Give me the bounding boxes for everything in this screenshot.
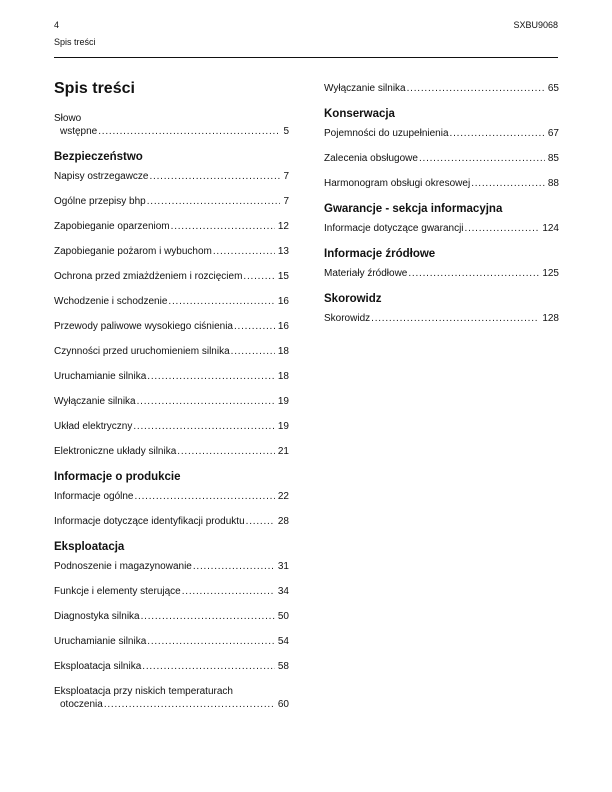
toc-entry-label: Uruchamianie silnika: [54, 636, 147, 647]
toc-entry[interactable]: [54, 635, 289, 648]
toc-page-number: 128: [542, 313, 559, 324]
toc-page-number: 125: [542, 268, 559, 279]
toc-entry-label: Eksploatacja przy niskich temperaturach: [54, 686, 233, 697]
toc-entry[interactable]: [324, 177, 559, 190]
dot-leader: [133, 420, 275, 433]
toc-page-number: 50: [277, 611, 289, 622]
toc-entry-label: Uruchamianie silnika: [54, 371, 147, 382]
toc-page-number: 65: [547, 83, 559, 94]
toc-entry[interactable]: [54, 490, 289, 503]
dot-leader: [168, 295, 274, 308]
toc-entry[interactable]: [324, 152, 559, 165]
header-rule: [54, 57, 558, 58]
toc-entry-label: Informacje dotyczące identyfikacji produktu: [54, 516, 245, 527]
toc-entry[interactable]: [54, 320, 289, 333]
toc-entry-label: Słowo: [54, 113, 82, 124]
toc-page-number: 7: [283, 171, 289, 182]
toc-entry-label: Diagnostyka silnika: [54, 611, 140, 622]
dot-leader: [98, 125, 280, 138]
dot-leader: [142, 660, 275, 673]
toc-entry[interactable]: [54, 370, 289, 383]
toc-entry-label: Pojemności do uzupełnienia: [324, 128, 449, 139]
toc-entry-label: Podnoszenie i magazynowanie: [54, 561, 192, 572]
dot-leader: [450, 127, 545, 140]
toc-entry-label: Napisy ostrzegawcze: [54, 171, 149, 182]
toc-page-number: 34: [277, 586, 289, 597]
toc-page-number: 85: [547, 153, 559, 164]
dot-leader: [193, 560, 275, 573]
toc-page-number: 15: [277, 271, 289, 282]
right-sections: [324, 107, 559, 325]
toc-page-number: 18: [277, 346, 289, 357]
dot-leader: [135, 490, 275, 503]
dot-leader: [147, 195, 281, 208]
toc-entry-label: Funkcje i elementy sterujące: [54, 586, 181, 597]
dot-leader: [371, 312, 539, 325]
toc-entry-label: Informacje dotyczące gwarancji: [324, 223, 464, 234]
toc-page-number: 88: [547, 178, 559, 189]
dot-leader: [471, 177, 545, 190]
toc-entry[interactable]: [54, 295, 289, 308]
dot-leader: [408, 267, 539, 280]
toc-entry-label: Eksploatacja silnika: [54, 661, 142, 672]
toc-section-heading: Eksploatacja: [54, 541, 125, 553]
toc-section-heading: Informacje źródłowe: [324, 248, 436, 260]
toc-page-number: 7: [283, 196, 289, 207]
dot-leader: [177, 445, 275, 458]
toc-entry-label-cont: wstępne: [60, 126, 98, 137]
toc-entry-label: Układ elektryczny: [54, 421, 133, 432]
toc-page-number: 22: [277, 491, 289, 502]
toc-entry-label: Ochrona przed zmiażdżeniem i rozcięciem: [54, 271, 243, 282]
toc-left-column: [54, 74, 289, 723]
toc-page-number: 12: [277, 221, 289, 232]
dot-leader: [407, 82, 545, 95]
toc-entry[interactable]: [54, 515, 289, 528]
toc-entry[interactable]: [54, 610, 289, 623]
toc-entry-label: Informacje ogólne: [54, 491, 134, 502]
toc-page-number: 19: [277, 396, 289, 407]
toc-entry[interactable]: [324, 312, 559, 325]
toc-page-number: 28: [277, 516, 289, 527]
toc-entry-intro[interactable]: [54, 112, 289, 138]
toc-entry-label: Skorowidz: [324, 313, 371, 324]
toc-entry-label-cont: otoczenia: [60, 699, 103, 710]
toc-page-number: 18: [277, 371, 289, 382]
toc-entry[interactable]: [54, 195, 289, 208]
dot-leader: [141, 610, 275, 623]
toc-entry-label: Materiały źródłowe: [324, 268, 408, 279]
toc-page-number: 5: [283, 126, 289, 137]
toc-entry-label: Elektroniczne układy silnika: [54, 446, 177, 457]
toc-entry[interactable]: [54, 395, 289, 408]
toc-page-number: 31: [277, 561, 289, 572]
toc-section-heading: Bezpieczeństwo: [54, 151, 143, 163]
toc-page-number: 13: [277, 246, 289, 257]
toc-entry[interactable]: [324, 222, 559, 235]
toc-section-heading: Gwarancje - sekcja informacyjna: [324, 203, 503, 215]
toc-entry-label: Ogólne przepisy bhp: [54, 196, 146, 207]
toc-section-heading: Konserwacja: [324, 108, 395, 120]
toc-page-number: 124: [542, 223, 559, 234]
dot-leader: [234, 320, 275, 333]
toc-page-number: 67: [547, 128, 559, 139]
dot-leader: [149, 170, 280, 183]
toc-entry-top[interactable]: [324, 82, 559, 95]
page-title: Spis treści: [54, 80, 135, 97]
toc-page-number: 16: [277, 296, 289, 307]
dot-leader: [137, 395, 275, 408]
toc-entry-label: Harmonogram obsługi okresowej: [324, 178, 471, 189]
toc-entry[interactable]: [54, 660, 289, 673]
dot-leader: [246, 515, 275, 528]
toc-section-heading: Skorowidz: [324, 293, 382, 305]
toc-right-column: [324, 74, 559, 337]
toc-entry[interactable]: [324, 267, 559, 280]
toc-entry-label: Zapobieganie oparzeniom: [54, 221, 170, 232]
dot-leader: [147, 370, 275, 383]
toc-entry[interactable]: [54, 420, 289, 433]
toc-entry-label: Zapobieganie pożarom i wybuchom: [54, 246, 212, 257]
toc-section-heading: Informacje o produkcie: [54, 471, 181, 483]
page-number: 4: [54, 20, 60, 30]
toc-entry-label: Zalecenia obsługowe: [324, 153, 418, 164]
running-section-title: Spis treści: [54, 37, 96, 47]
dot-leader: [419, 152, 545, 165]
toc-entry[interactable]: [54, 245, 289, 258]
toc-entry-label: Przewody paliwowe wysokiego ciśnienia: [54, 321, 233, 332]
dot-leader: [465, 222, 540, 235]
toc-page-number: 58: [277, 661, 289, 672]
toc-entry-label: Wyłączanie silnika: [54, 396, 136, 407]
toc-entry[interactable]: [54, 585, 289, 598]
dot-leader: [231, 345, 275, 358]
dot-leader: [147, 635, 275, 648]
dot-leader: [213, 245, 275, 258]
toc-entry[interactable]: [54, 560, 289, 573]
toc-entry-label: Czynności przed uruchomieniem silnika: [54, 346, 230, 357]
dot-leader: [171, 220, 275, 233]
toc-entry[interactable]: [54, 220, 289, 233]
document-code: SXBU9068: [513, 20, 558, 30]
toc-page-number: 54: [277, 636, 289, 647]
toc-entry-label: Wchodzenie i schodzenie: [54, 296, 168, 307]
toc-page-number: 16: [277, 321, 289, 332]
left-sections: [54, 150, 289, 673]
toc-entry[interactable]: [54, 270, 289, 283]
toc-page-number: 19: [277, 421, 289, 432]
toc-entry-low-temp[interactable]: [54, 685, 289, 711]
dot-leader: [243, 270, 274, 283]
dot-leader: [104, 698, 275, 711]
toc-entry[interactable]: [54, 445, 289, 458]
toc-entry-label: Wyłączanie silnika: [324, 83, 406, 94]
dot-leader: [182, 585, 275, 598]
toc-page-number: 60: [277, 699, 289, 710]
toc-entry[interactable]: [324, 127, 559, 140]
toc-page-number: 21: [277, 446, 289, 457]
toc-entry[interactable]: [54, 345, 289, 358]
toc-entry[interactable]: [54, 170, 289, 183]
